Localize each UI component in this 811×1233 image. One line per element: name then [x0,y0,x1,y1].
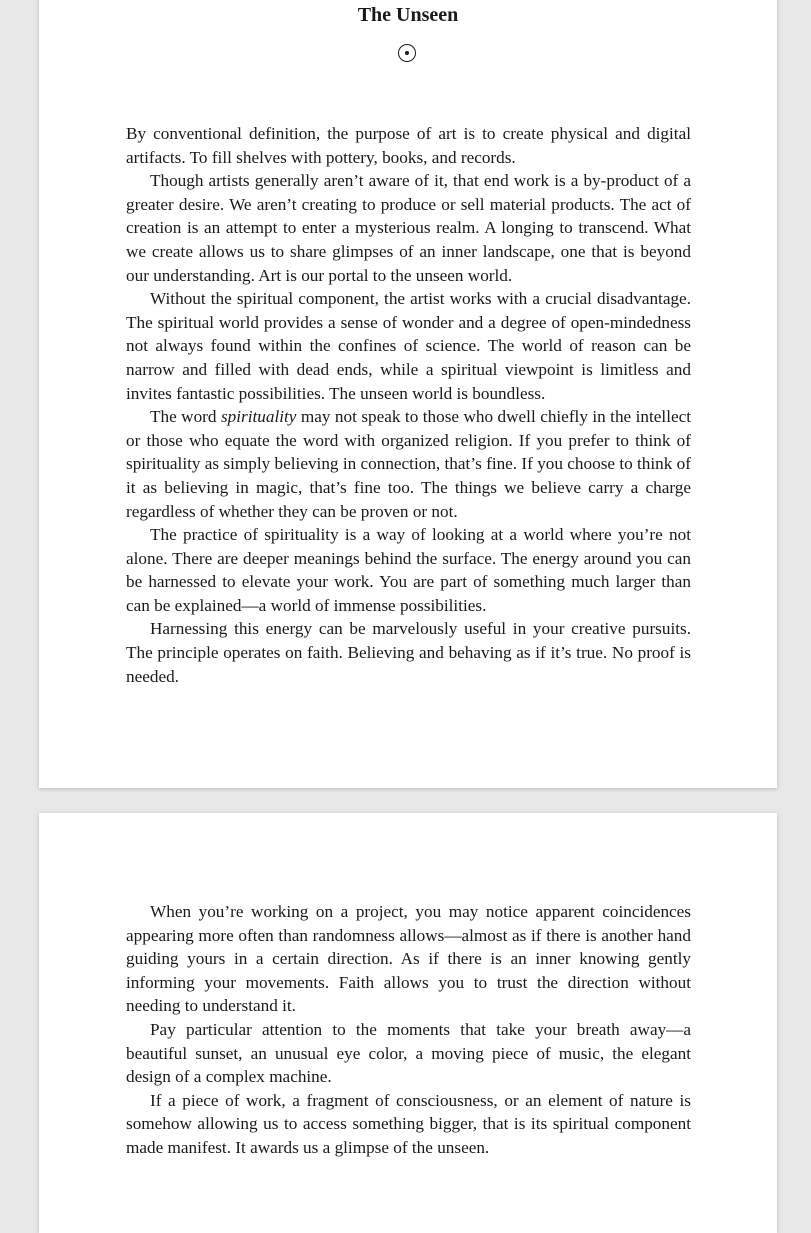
paragraph [126,405,691,523]
paragraph: Though artists generally aren’t aware of it, that end work is a by-product of a greater desire. We aren’t creating to produce or sell material products. The act of creation is an attempt to enter a mysterious realm. A longing to transcend. What we create allows us to share glimpses of an inner landscape, one that is beyond our understanding. Art is our portal to the unseen world. [126,171,691,285]
paragraph: Pay particular attention to the moments that take your breath away—a beautiful sunset, an unusual eye color, a moving piece of music, the elegant design of a complex machine. [126,1019,691,1087]
paragraph-text: The word [150,407,221,427]
book-page-2 [39,813,777,1233]
page-2-body [126,900,691,1160]
paragraph: The practice of spirituality is a way of looking at a world where you’re not alone. There are deeper meanings behind the surface. The energy around you can be harnessed to elevate your work. You are part of something much larger than can be explained—a world of immense possibilities. [126,525,691,615]
italic-term: spirituality [220,407,297,427]
paragraph: When you’re working on a project, you may notice apparent coincidences appearing more often than randomness allows—almost as if there is another hand guiding yours in a certain direction. As if there is an inner knowing gently informing your movements. Faith allows you to trust the direction without needing to understand it. [126,902,691,1016]
paragraph: Harnessing this energy can be marvelously useful in your creative pursuits. The principle operates on faith. Believing and behaving as if it’s true. No proof is needed. [126,619,691,686]
circled-dot-icon [398,44,416,62]
book-page-1 [39,0,777,788]
paragraph-text: may not speak to those who dwell chiefly in the intellect or those who equate the word with organized religion. If you prefer to think of spirituality as simply believing in connection, that’s fine. If you choose to think of it as believing in magic, that’s fine too. The things we believe carry a charge regardless of whether they can be proven or not. [126,407,691,521]
chapter-title: The Unseen [357,4,459,26]
paragraph: Without the spiritual component, the artist works with a crucial disadvantage. The spiritual world provides a sense of wonder and a degree of open-mindedness not always found within the confines of science. The world of reason can be narrow and filled with dead ends, while a spiritual viewpoint is limitless and invites fantastic possibilities. The unseen world is boundless. [126,289,691,403]
page-1-body [126,122,691,688]
paragraph: By conventional definition, the purpose of art is to create physical and digital artifacts. To fill shelves with pottery, books, and records. [126,124,691,167]
paragraph: If a piece of work, a fragment of consciousness, or an element of nature is somehow allowing us to access something bigger, that is its spiritual component made manifest. It awards us a glimpse of the unseen. [126,1090,691,1157]
